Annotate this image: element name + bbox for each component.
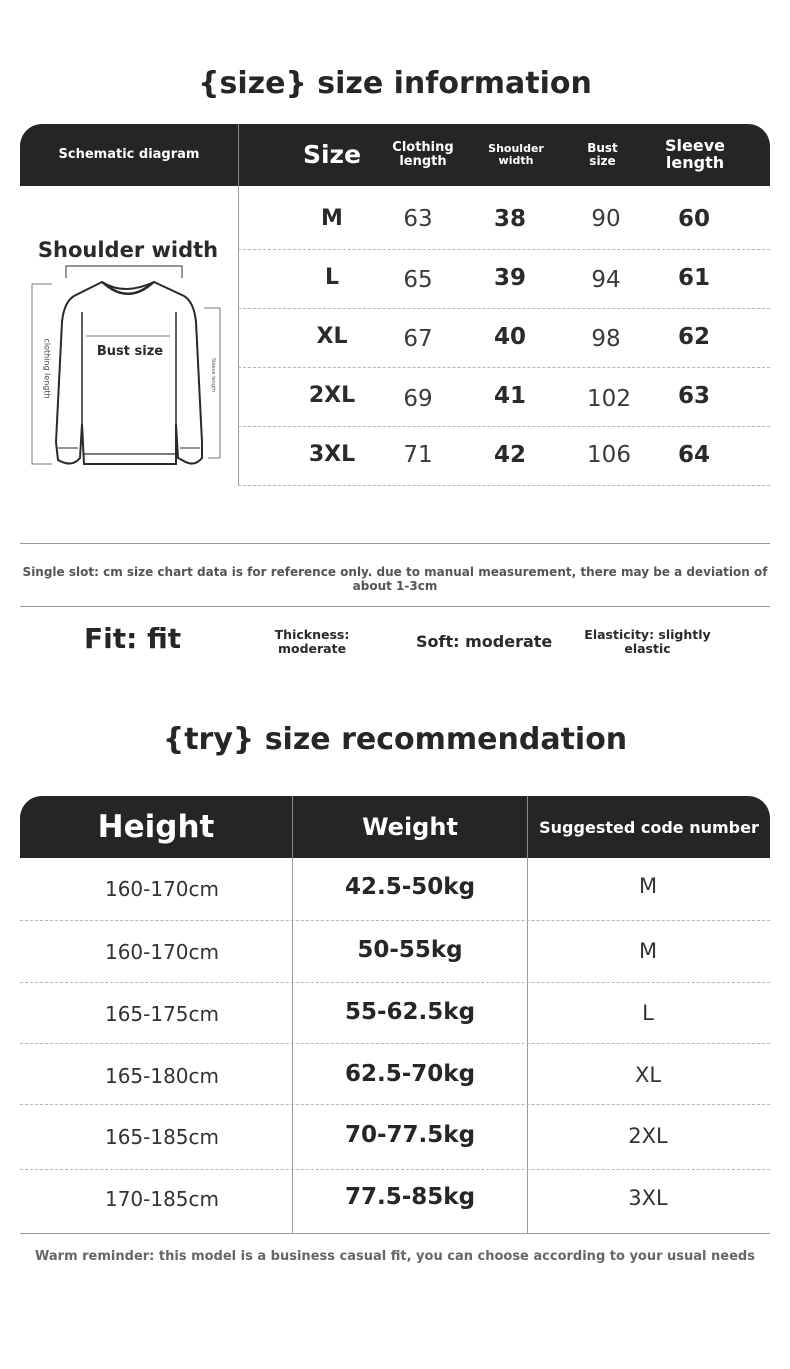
rec-row-code: XL <box>634 1063 662 1087</box>
row-clothing-length: 67 <box>403 326 433 352</box>
row-shoulder-width: 39 <box>493 265 526 291</box>
rec-row-height: 170-185cm <box>104 1187 220 1211</box>
header-size: Size <box>302 139 362 169</box>
row-divider <box>238 249 770 250</box>
row-clothing-length: 71 <box>403 442 433 468</box>
note-top-rule <box>20 543 770 544</box>
row-bust-size: 102 <box>587 386 631 412</box>
note-bottom-rule <box>20 606 770 607</box>
column-divider <box>527 858 528 1234</box>
row-bust-size: 98 <box>591 326 621 352</box>
row-divider <box>20 1104 770 1105</box>
recommendation-table-header <box>20 796 770 858</box>
row-divider <box>238 367 770 368</box>
rec-row-weight: 50-55kg <box>357 937 463 963</box>
row-shoulder-width: 41 <box>493 383 526 409</box>
rec-row-weight: 70-77.5kg <box>344 1122 476 1148</box>
table-bottom-rule <box>20 1233 770 1234</box>
rec-row-code: M <box>638 874 658 898</box>
row-bust-size: 90 <box>591 206 621 232</box>
row-shoulder-width: 40 <box>493 324 526 350</box>
fit-label: Fit: fit <box>84 622 182 655</box>
rec-row-weight: 62.5-70kg <box>344 1061 476 1087</box>
header-clothing-length: Clothing length <box>392 140 454 169</box>
thickness-label: Thickness: <box>274 627 350 642</box>
row-clothing-length: 63 <box>403 206 433 232</box>
header-bust-size: Bust size <box>587 141 618 168</box>
row-divider <box>20 1169 770 1170</box>
thickness-value: moderate <box>277 640 347 656</box>
soft-label: Soft: moderate <box>416 632 553 651</box>
header-weight: Weight <box>362 813 458 841</box>
rec-row-code: 3XL <box>628 1186 668 1210</box>
row-divider <box>20 920 770 921</box>
row-size: 2XL <box>308 383 356 408</box>
rec-row-height: 160-170cm <box>104 877 220 901</box>
size-recommendation-title: {try} size recommendation <box>162 722 628 757</box>
diagram-shoulder-width-label: Shoulder width <box>37 238 219 262</box>
size-table-header <box>20 124 770 186</box>
size-info-title: {size} size information <box>198 66 592 101</box>
row-sleeve-length: 60 <box>677 206 710 232</box>
rec-row-code: M <box>638 939 658 963</box>
measurement-note: Single slot: cm size chart data is for reference only. due to manual measurement, there may be a deviation of about 1-3cm <box>22 565 768 593</box>
row-sleeve-length: 64 <box>677 442 710 468</box>
row-divider <box>238 485 770 486</box>
rec-row-height: 160-170cm <box>104 940 220 964</box>
rec-row-weight: 77.5-85kg <box>344 1184 476 1210</box>
rec-row-height: 165-175cm <box>104 1002 220 1026</box>
rec-row-height: 165-185cm <box>104 1125 220 1149</box>
header-divider <box>238 124 239 186</box>
elasticity-block <box>580 628 715 656</box>
row-clothing-length: 65 <box>403 267 433 293</box>
row-bust-size: 106 <box>587 442 631 468</box>
elasticity-label: Elasticity: slightly <box>584 627 711 642</box>
row-sleeve-length: 62 <box>677 324 710 350</box>
row-sleeve-length: 63 <box>677 383 710 409</box>
row-sleeve-length: 61 <box>677 265 710 291</box>
elasticity-value: elastic <box>624 640 671 656</box>
row-clothing-length: 69 <box>403 386 433 412</box>
thickness-block <box>262 628 362 656</box>
sweater-diagram <box>24 262 224 474</box>
header-code: Suggested code number <box>539 817 759 837</box>
row-shoulder-width: 42 <box>493 442 526 468</box>
column-divider <box>292 858 293 1234</box>
diagram-bust-size-label: Bust size <box>96 344 164 359</box>
row-divider <box>238 426 770 427</box>
row-divider <box>20 982 770 983</box>
row-size: L <box>324 265 340 290</box>
header-height: Height <box>97 809 215 845</box>
rec-row-weight: 55-62.5kg <box>344 999 476 1025</box>
rec-row-code: L <box>642 1001 654 1025</box>
row-size: M <box>321 206 343 231</box>
row-shoulder-width: 38 <box>493 206 526 232</box>
diagram-clothing-length-label: clothing length <box>42 338 52 399</box>
row-divider <box>238 308 770 309</box>
row-divider <box>20 1043 770 1044</box>
header-schematic-diagram: Schematic diagram <box>58 147 200 163</box>
row-size: XL <box>316 324 348 349</box>
warm-reminder: Warm reminder: this model is a business casual fit, you can choose according to your usual needs <box>35 1249 755 1264</box>
rec-row-height: 165-180cm <box>104 1064 220 1088</box>
rec-row-weight: 42.5-50kg <box>344 874 476 900</box>
header-shoulder-width: Shoulder width <box>488 142 544 167</box>
row-size: 3XL <box>308 442 356 467</box>
rec-row-code: 2XL <box>628 1124 668 1148</box>
diagram-divider <box>238 186 239 486</box>
diagram-sleeve-length-label: Sleeve length <box>210 357 216 393</box>
header-sleeve-length: Sleeve length <box>665 136 725 172</box>
row-bust-size: 94 <box>591 267 621 293</box>
